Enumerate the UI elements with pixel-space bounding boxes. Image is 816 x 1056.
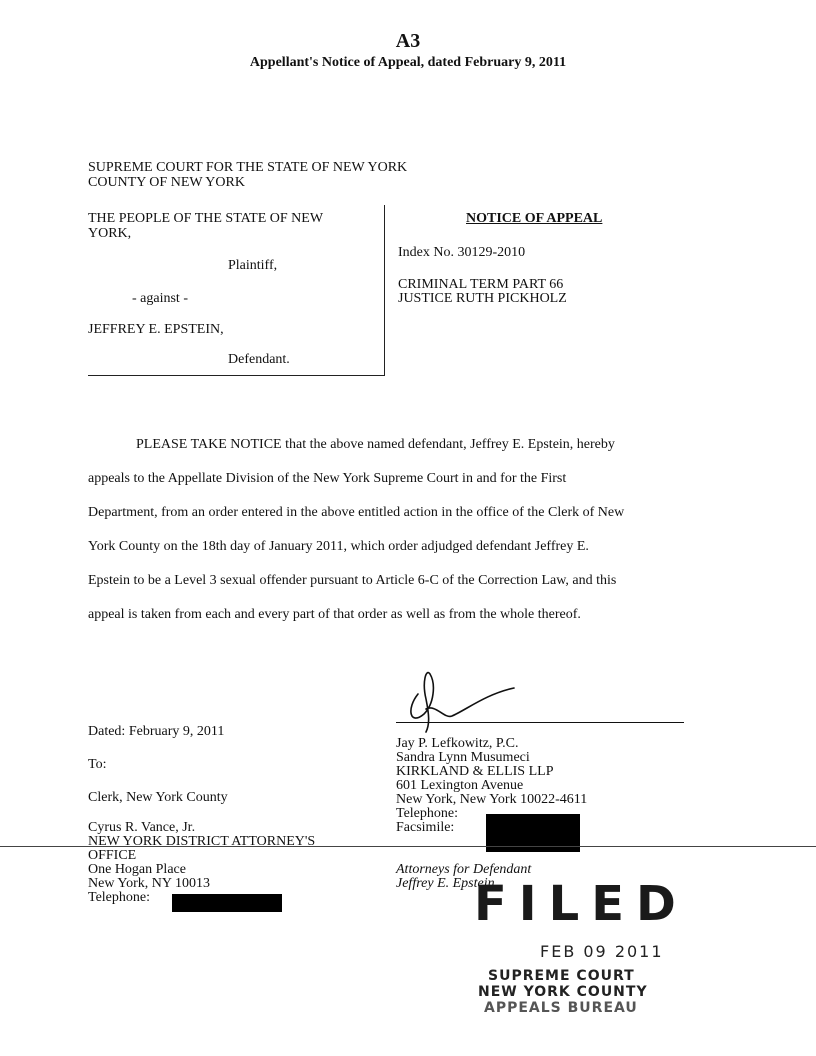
to-label: To: (88, 757, 107, 772)
notice-title: NOTICE OF APPEAL (466, 211, 603, 226)
body-line-6: appeal is taken from each and every part of that order as well as from the whole thereof. (88, 607, 581, 622)
filed-stamp-word: FILED (474, 876, 688, 932)
attorney-2: Sandra Lynn Musumeci (396, 750, 530, 765)
justice-name: JUSTICE RUTH PICKHOLZ (398, 291, 567, 306)
stamp-line-3: APPEALS BUREAU (484, 1000, 638, 1016)
filed-stamp-date: FEB 09 2011 (540, 942, 664, 961)
stamp-line-2: NEW YORK COUNTY (478, 984, 648, 1000)
da-address-1: One Hogan Place (88, 862, 186, 877)
defendant-label: Defendant. (228, 352, 290, 367)
attorney-1: Jay P. Lefkowitz, P.C. (396, 736, 519, 751)
index-number: Index No. 30129-2010 (398, 245, 526, 260)
attorney-role: Attorneys for Defendant (396, 862, 532, 877)
plaintiff-name-line-2: YORK, (88, 226, 132, 241)
body-line-5: Epstein to be a Level 3 sexual offender pursuant to Article 6-C of the Correction Law, and this (88, 573, 617, 588)
firm-address-2: New York, New York 10022-4611 (396, 792, 588, 807)
law-firm: KIRKLAND & ELLIS LLP (396, 764, 554, 779)
court-heading (88, 160, 407, 190)
defendant-name: JEFFREY E. EPSTEIN, (88, 322, 224, 337)
body-line-3: Department, from an order entered in the above entitled action in the office of the Clerk of New (88, 505, 625, 520)
against-label: - against - (132, 291, 188, 306)
plaintiff-label: Plaintiff, (228, 258, 278, 273)
plaintiff-name-line-1: THE PEOPLE OF THE STATE OF NEW (88, 211, 324, 226)
firm-telephone-label: Telephone: (396, 806, 458, 821)
handwritten-signature (396, 664, 526, 734)
da-address-2: New York, NY 10013 (88, 876, 210, 891)
criminal-term: CRIMINAL TERM PART 66 (398, 277, 564, 292)
court-line-1: SUPREME COURT FOR THE STATE OF NEW YORK (88, 160, 408, 175)
body-line-2: appeals to the Appellate Division of the New York Supreme Court in and for the First (88, 471, 567, 486)
dated-line: Dated: February 9, 2011 (88, 724, 225, 739)
signature-line (396, 722, 684, 723)
notice-body (88, 428, 688, 632)
scan-rule (0, 846, 816, 847)
stamp-line-1: SUPREME COURT (488, 968, 635, 984)
body-line-4: York County on the 18th day of January 2011, which order adjudged defendant Jeffrey E. (88, 539, 589, 554)
da-name: Cyrus R. Vance, Jr. (88, 820, 196, 835)
clerk-recipient: Clerk, New York County (88, 790, 228, 805)
da-office-line-1: NEW YORK DISTRICT ATTORNEY'S (88, 834, 316, 849)
body-line-1: PLEASE TAKE NOTICE that the above named defendant, Jeffrey E. Epstein, hereby (136, 437, 615, 452)
redaction-bar (172, 894, 282, 912)
exhibit-label: A3 (395, 30, 421, 52)
client-name: Jeffrey E. Epstein (396, 876, 495, 891)
court-line-2: COUNTY OF NEW YORK (88, 175, 245, 190)
document-subtitle: Appellant's Notice of Appeal, dated February 9, 2011 (249, 55, 567, 70)
da-telephone-label: Telephone: (88, 890, 150, 905)
da-office-line-2: OFFICE (88, 848, 137, 863)
firm-address-1: 601 Lexington Avenue (396, 778, 524, 793)
firm-facsimile-label: Facsimile: (396, 820, 455, 835)
